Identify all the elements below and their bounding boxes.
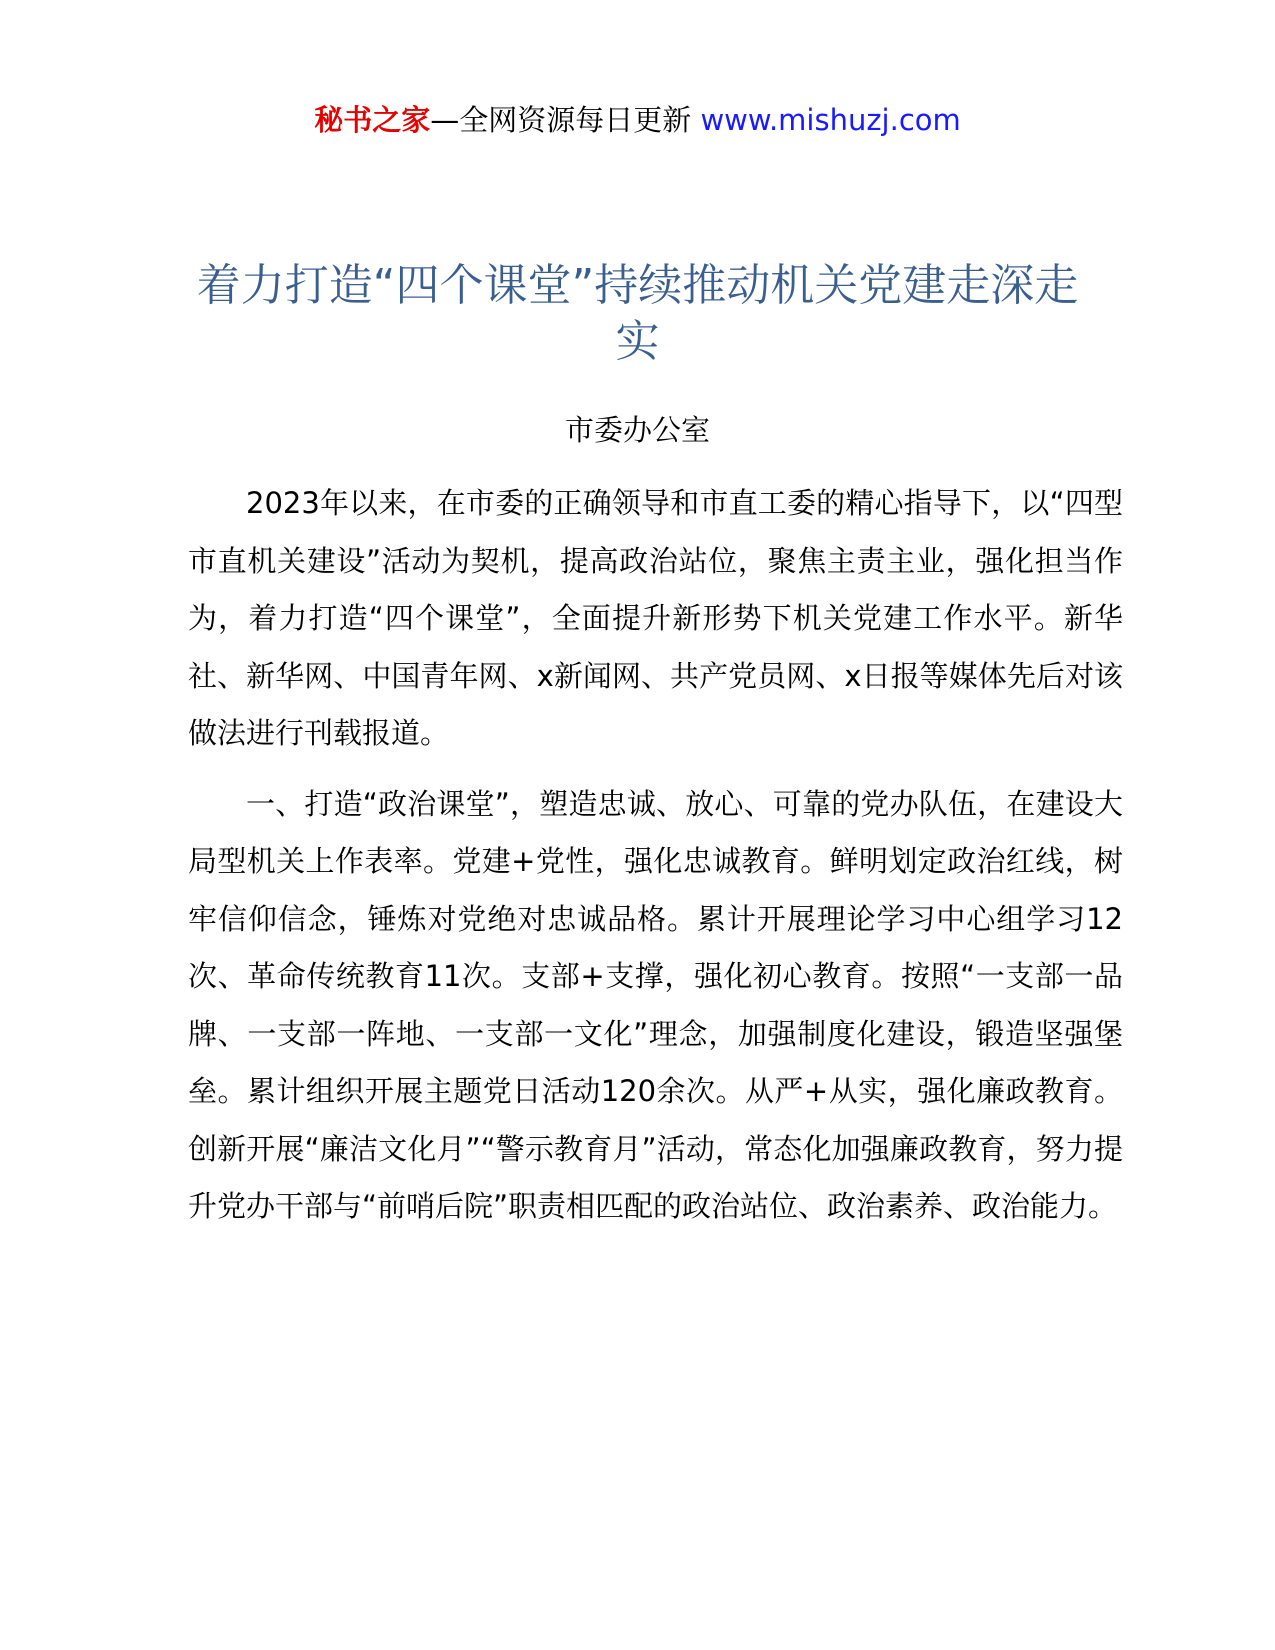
document-author: 市委办公室: [564, 413, 710, 447]
paragraph-intro: 2023年以来，在市委的正确领导和市直工委的精心指导下，以“四型市直机关建设”活动为契机，提高政治站位，聚焦主责主业，强化担当作为，着力打造“四个课堂”，全面提升新形势下机关党建工作水平。新华社、新华网、中国青年网、x新闻网、共产党员网、x日报等媒体先后对该做法进行刊载报道。: [188, 486, 1123, 750]
site-tagline: —全网资源每日更新: [430, 103, 701, 137]
paragraph-section-1: 一、打造“政治课堂”，塑造忠诚、放心、可靠的党办队伍，在建设大局型机关上作表率。党建+党性，强化忠诚教育。鲜明划定政治红线，树牢信仰信念，锤炼对党绝对忠诚品格。累计开展理论学习中心组学习12次、革命传统教育11次。支部+支撑，强化初心教育。按照“一支部一品牌、一支部一阵地、一支部一文化”理念，加强制度化建设，锻造坚强堡垒。累计组织开展主题党日活动120余次。从严+从实，强化廉政教育。创新开展“廉洁文化月”“警示教育月”活动，常态化加强廉政教育，努力提升党办干部与“前哨后院”职责相匹配的政治站位、政治素养、政治能力。: [188, 786, 1123, 1223]
document-body: [188, 475, 1123, 1249]
site-brand: 秘书之家: [314, 103, 431, 137]
document-title: 着力打造“四个课堂”持续推动机关党建走深走实: [196, 260, 1079, 367]
site-url-link[interactable]: www.mishuzj.com: [700, 103, 961, 137]
site-header: [0, 100, 1275, 140]
